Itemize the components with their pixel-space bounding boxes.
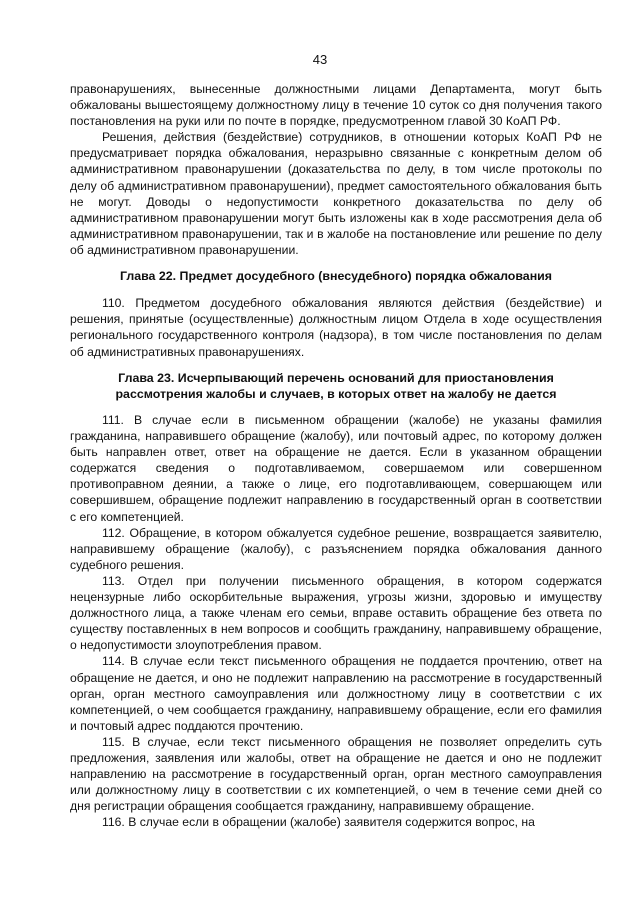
paragraph-continuation: правонарушениях, вынесенные должностными лицами Департамента, могут быть обжалованы вышестоящему должностному лицу в течение 10 суток со дня получения такого постановления на руки или по почте в порядке, предусмотренном главой 30 КоАП РФ.	[70, 82, 602, 129]
page-number: 43	[312, 52, 328, 67]
paragraph-115: 115. В случае, если текст письменного обращения не позволяет определить суть предложения, заявления или жалобы, ответ на обращение не дается и оно не подлежит направлению на рассмотрение в государственный орган, орган местного самоуправления или должностному лицу в соответствии с их компетенцией, о чем в течение семи дней со дня регистрации обращения сообщается гражданину, направившему обращение.	[70, 734, 602, 814]
chapter-23-heading-line-2: рассмотрения жалобы и случаев, в которых ответ на жалобу не дается	[115, 386, 557, 401]
chapter-23-section	[70, 412, 602, 830]
paragraph-112: 112. Обращение, в котором обжалуется судебное решение, возвращается заявителю, направившему обращение (жалобу), с разъяснением порядка обжалования данного судебного решения.	[70, 525, 602, 572]
chapter-23-heading	[70, 370, 602, 402]
paragraph-116: 116. В случае если в обращении (жалобе) заявителя содержится вопрос, на	[102, 815, 535, 830]
paragraph-110: 110. Предметом досудебного обжалования являются действия (бездействие) и решения, принятые (осуществленные) должностным лицом Отдела в ходе осуществления регионального государственного контроля (надзора), в том числе постановления по делам об административных правонарушениях.	[70, 296, 602, 359]
paragraph-111: 111. В случае если в письменном обращении (жалобе) не указаны фамилия гражданина, направившего обращение (жалобу), или почтовый адрес, по которому должен быть направлен ответ, ответ на обращение не дается. Если в указанном обращении содержатся сведения о подготавливаемом, совершаемом или совершенном противоправном деянии, а также о лице, его подготавливающем, совершающем или совершившем, обращение подлежит направлению в государственный орган в соответствии с его компетенцией.	[70, 413, 602, 524]
paragraph-113: 113. Отдел при получении письменного обращения, в котором содержатся нецензурные либо оскорбительные выражения, угрозы жизни, здоровью и имуществу должностного лица, а также членам его семьи, вправе оставить обращение без ответа по существу поставленных в нем вопросов и сообщить гражданину, направившему обращение, о недопустимости злоупотребления правом.	[70, 573, 602, 653]
chapter-22-section	[70, 295, 602, 359]
paragraph: Решения, действия (бездействие) сотрудников, в отношении которых КоАП РФ не предусматривает порядка обжалования, неразрывно связанные с конкретным делом об административном правонарушении (доказательства по делу, в том числе протоколы по делу об административном правонарушении), предмет самостоятельного обжалования быть не могут. Доводы о недопустимости конкретного доказательства по делу об административном правонарушении могут быть изложены как в ходе рассмотрения дела об административном правонарушении, так и в жалобе на постановление или решение по делу об административном правонарушении.	[70, 130, 602, 257]
document-body	[70, 81, 602, 830]
paragraph-114: 114. В случае если текст письменного обращения не поддается прочтению, ответ на обращение не дается, и оно не подлежит направлению на рассмотрение в государственный орган, орган местного самоуправления или должностному лицу в соответствии с их компетенцией, о чем сообщается гражданину, направившему обращение, если его фамилия и почтовый адрес поддаются прочтению.	[70, 654, 602, 733]
chapter-23-heading-line-1: Глава 23. Исчерпывающий перечень оснований для приостановления	[118, 370, 554, 385]
chapter-22-heading: Глава 22. Предмет досудебного (внесудебного) порядка обжалования	[119, 269, 553, 284]
